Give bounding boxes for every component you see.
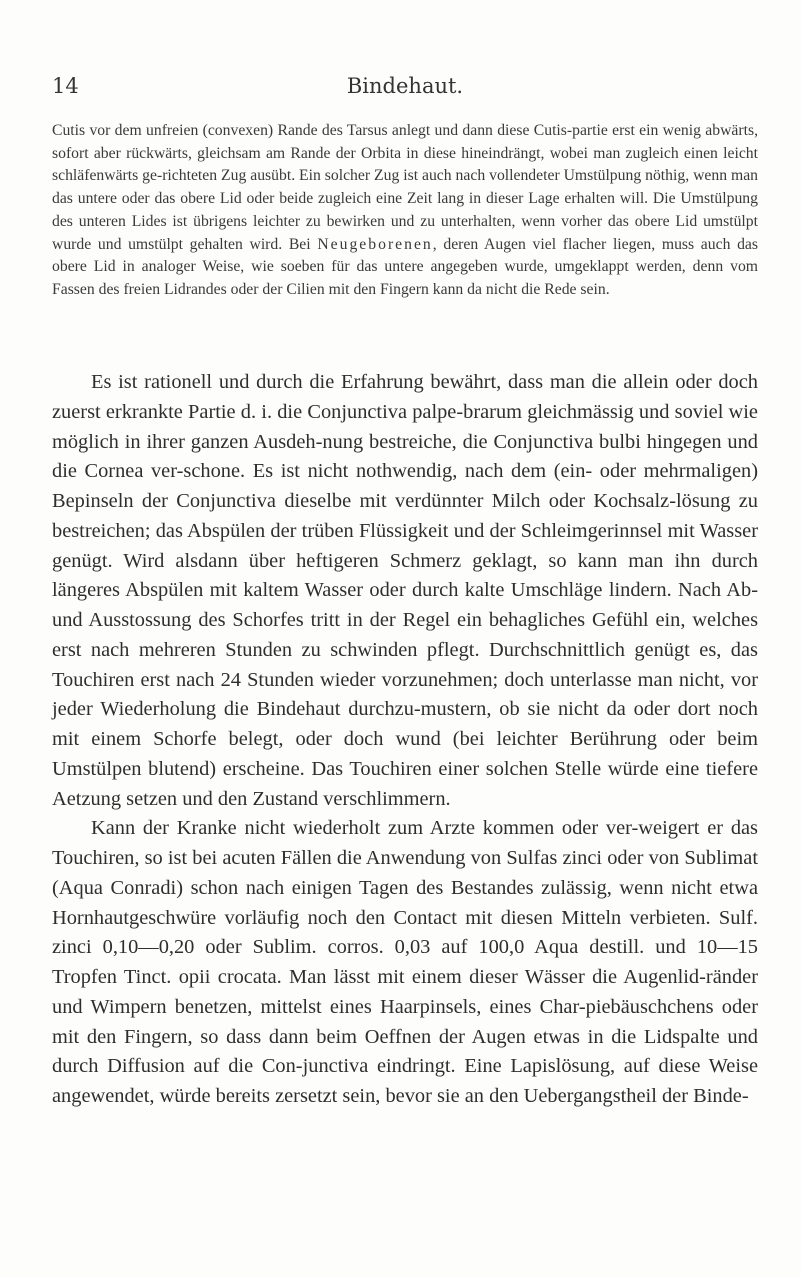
text-run: Cutis vor dem unfreien (convexen) Rande des Tarsus anlegt und dann diese Cutis-partie erst ein wenig abwärts, sofort aber rückwärts, gleichsam am Rande der Orbita in diese hineindrängt, wobei man zugleich einen leicht schläfenwärts ge-richteten Zug ausübt. Ein solcher Zug ist auch nach vollendeter Umstülpung nöthig, wenn man das untere oder das obere Lid oder beide zugleich eine Zeit lang in dieser Lage erhalten will. Die Umstülpung des unteren Lides ist übrigens leichter zu bewirken und zu unterhalten, wenn vorher das obere Lid umstülpt wurde und umstülpt gehalten wird. Bei — [52, 122, 758, 253]
paragraph — [52, 120, 758, 302]
running-title: Bindehaut. — [346, 74, 464, 98]
main-text — [52, 368, 758, 1112]
paragraph: Kann der Kranke nicht wiederholt zum Arzte kommen oder ver-weigert er das Touchiren, so ist bei acuten Fällen die Anwendung von Sulfas zinci oder von Sublimat (Aqua Conradi) schon nach einigen Tagen des Bestandes zulässig, wenn nicht etwa Hornhautgeschwüre vorläufig noch den Contact mit diesen Mitteln verbieten. Sulf. zinci 0,10—0,20 oder Sublim. corros. 0,03 auf 100,0 Aqua destill. und 10—15 Tropfen Tinct. opii crocata. Man lässt mit einem dieser Wässer die Augenlid-ränder und Wimpern benetzen, mittelst eines Haarpinsels, eines Char-piebäuschchens oder mit den Fingern, so dass dann beim Oeffnen der Augen etwas in die Lidspalte und durch Diffusion auf die Con-junctiva eindringt. Eine Lapislösung, auf diese Weise angewendet, würde bereits zersetzt sein, bevor sie an den Uebergangstheil der Binde- — [52, 817, 758, 1107]
page-header — [52, 74, 758, 104]
small-print-paragraph — [52, 120, 758, 302]
page-number: 14 — [52, 74, 79, 98]
paragraph: Es ist rationell und durch die Erfahrung bewährt, dass man die allein oder doch zuerst erkrankte Partie d. i. die Conjunctiva palpe-brarum gleichmässig und soviel wie möglich in ihrer ganzen Ausdeh-nung bestreiche, die Conjunctiva bulbi hingegen und die Cornea ver-schone. Es ist nicht nothwendig, nach dem (ein- oder mehrmaligen) Bepinseln der Conjunctiva dieselbe mit verdünnter Milch oder Kochsalz-lösung zu bestreichen; das Abspülen der trüben Flüssigkeit und der Schleimgerinnsel mit Wasser genügt. Wird alsdann über heftigeren Schmerz geklagt, so kann man ihn durch längeres Abspülen mit kaltem Wasser oder durch kalte Umschläge lindern. Nach Ab- und Ausstossung des Schorfes tritt in der Regel ein behagliches Gefühl ein, welches erst nach mehreren Stunden zu schwinden pflegt. Durchschnittlich genügt es, das Touchiren erst nach 24 Stunden wieder vorzunehmen; doch unterlasse man nicht, vor jeder Wiederholung die Bindehaut durchzu-mustern, ob sie nicht da oder dort noch mit einem Schorfe belegt, oder doch wund (bei leichter Berührung oder beim Umstülpen blutend) erscheine. Das Touchiren einer solchen Stelle würde eine tiefere Aetzung setzen und den Zustand verschlimmern. — [52, 371, 758, 810]
text-run: , deren Augen viel flacher liegen, muss auch das obere Lid in analoger Weise, wie soeben für das untere angegeben wurde, umgeklappt werden, denn vom Fassen des freien Lidrandes oder der Cilien mit den Fingern kann da nicht die Rede sein. — [52, 235, 759, 298]
emphasized-word: Neugeborenen — [317, 235, 433, 253]
